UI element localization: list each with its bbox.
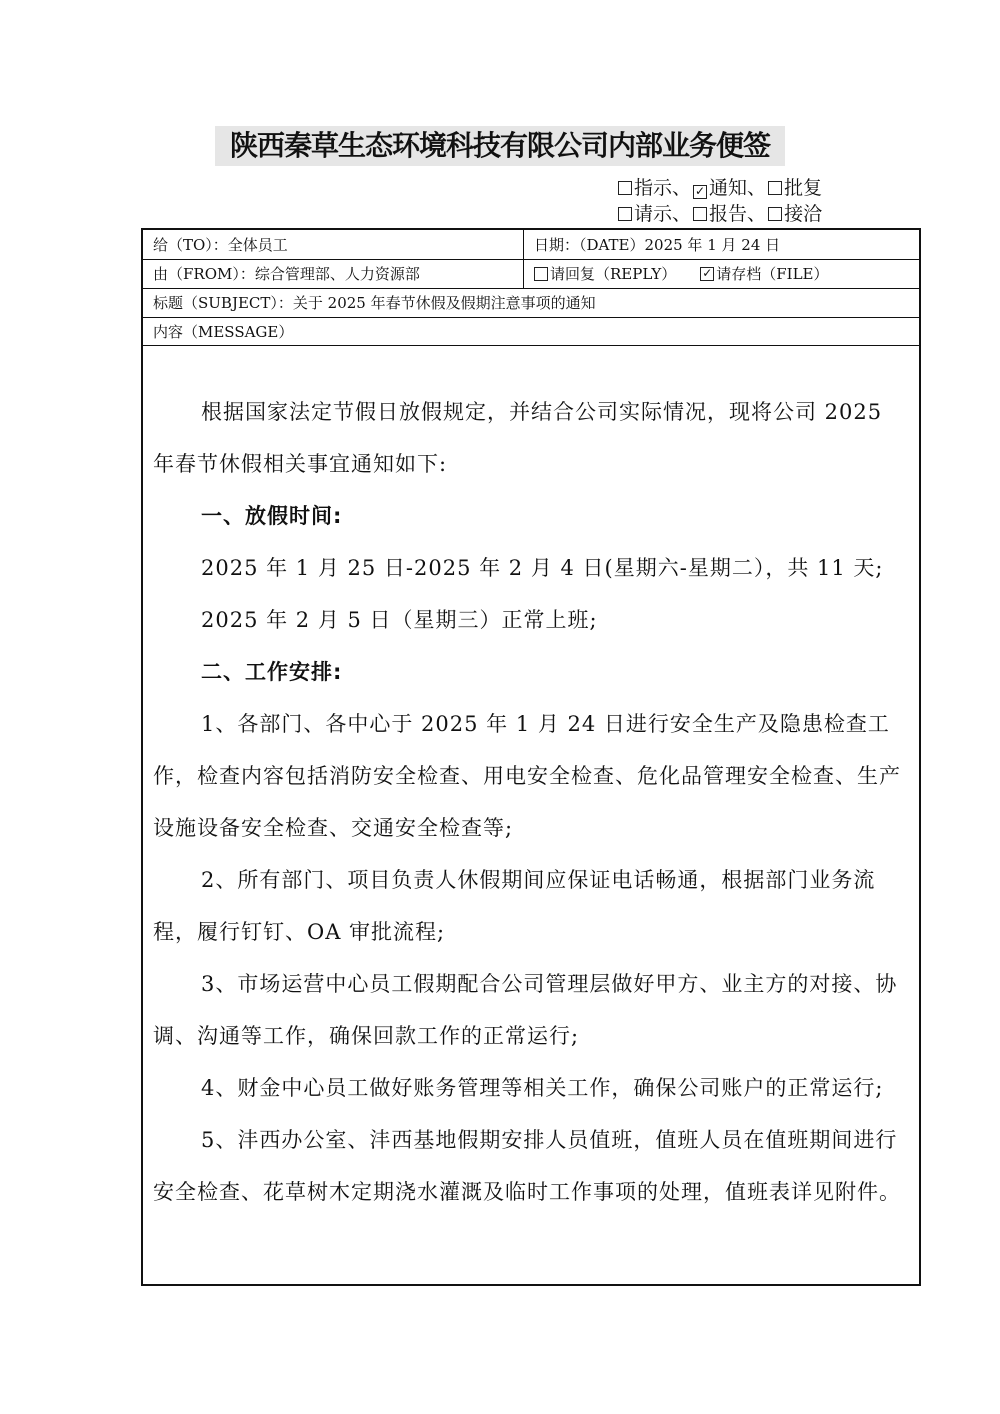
checkbox-report[interactable] xyxy=(693,207,707,221)
memo-row-subject xyxy=(143,288,919,318)
separator: 、 xyxy=(672,177,692,199)
memo-row-to-date xyxy=(143,230,919,260)
option-label-request: 请示 xyxy=(634,203,673,225)
checkbox-approve[interactable] xyxy=(768,181,782,195)
option-label-liaison: 接洽 xyxy=(784,203,823,225)
return-to-work-line: 2025 年 2 月 5 日（星期三）正常上班; xyxy=(201,608,598,632)
section-heading-holiday-time: 一、放假时间: xyxy=(201,504,343,528)
memo-row-from-options xyxy=(143,259,919,289)
title-banner xyxy=(215,126,785,166)
reply-label: 请回复（REPLY） xyxy=(550,265,677,283)
arrangement-item-5: 5、沣西办公室、沣西基地假期安排人员值班，值班人员在值班期间进行安全检查、花草树木定期浇水灌溉及临时工作事项的处理，值班表详见附件。 xyxy=(153,1128,901,1204)
document-title: 陕西秦草生态环境科技有限公司内部业务便签 xyxy=(229,129,770,162)
subject-field: 标题（SUBJECT）：关于 2025 年春节休假及假期注意事项的通知 xyxy=(153,294,596,312)
separator: 、 xyxy=(672,203,692,225)
option-label-notice: 通知 xyxy=(709,177,748,199)
holiday-period-line: 2025 年 1 月 25 日-2025 年 2 月 4 日(星期六-星期二），共 11 天; xyxy=(201,556,884,580)
message-body xyxy=(143,346,919,1218)
checkbox-file[interactable]: ✓ xyxy=(702,265,713,280)
intro-paragraph: 根据国家法定节假日放假规定，并结合公司实际情况，现将公司 2025 年春节休假相关事宜通知如下: xyxy=(153,400,883,476)
option-label-approve: 批复 xyxy=(784,177,823,199)
from-field: 由（FROM）：综合管理部、人力资源部 xyxy=(153,265,420,283)
checkbox-reply[interactable] xyxy=(534,267,548,281)
option-label-instruct: 指示 xyxy=(634,177,673,199)
arrangement-item-4: 4、财金中心员工做好账务管理等相关工作，确保公司账户的正常运行; xyxy=(201,1076,884,1100)
date-field: 日期：（DATE）2025 年 1 月 24 日 xyxy=(534,236,781,254)
memo-row-message-label xyxy=(143,317,919,346)
checkbox-request[interactable] xyxy=(618,207,632,221)
memo-type-row-2 xyxy=(618,201,822,227)
separator: 、 xyxy=(747,203,767,225)
memo-type-options xyxy=(618,175,822,227)
section-heading-work-arrangement: 二、工作安排: xyxy=(201,660,343,684)
memo-form xyxy=(141,228,921,1286)
checkbox-notice[interactable]: ✓ xyxy=(695,184,706,198)
file-label: 请存档（FILE） xyxy=(716,265,829,283)
arrangement-item-1: 1、各部门、各中心于 2025 年 1 月 24 日进行安全生产及隐患检查工作，检查内容包括消防安全检查、用电安全检查、危化品管理安全检查、生产设施设备安全检查、交通安全检查等; xyxy=(153,712,901,840)
arrangement-item-3: 3、市场运营中心员工假期配合公司管理层做好甲方、业主方的对接、协调、沟通等工作，确保回款工作的正常运行; xyxy=(153,972,898,1048)
separator: 、 xyxy=(747,177,767,199)
option-label-report: 报告 xyxy=(709,203,748,225)
checkbox-instruct[interactable] xyxy=(618,181,632,195)
arrangement-item-2: 2、所有部门、项目负责人休假期间应保证电话畅通，根据部门业务流程，履行钉钉、OA 审批流程; xyxy=(153,868,876,944)
to-field: 给（TO）：全体员工 xyxy=(153,236,288,254)
memo-type-row-1 xyxy=(618,175,822,201)
reply-file-options xyxy=(524,259,919,288)
message-label: 内容（MESSAGE） xyxy=(153,322,294,341)
checkbox-liaison[interactable] xyxy=(768,207,782,221)
